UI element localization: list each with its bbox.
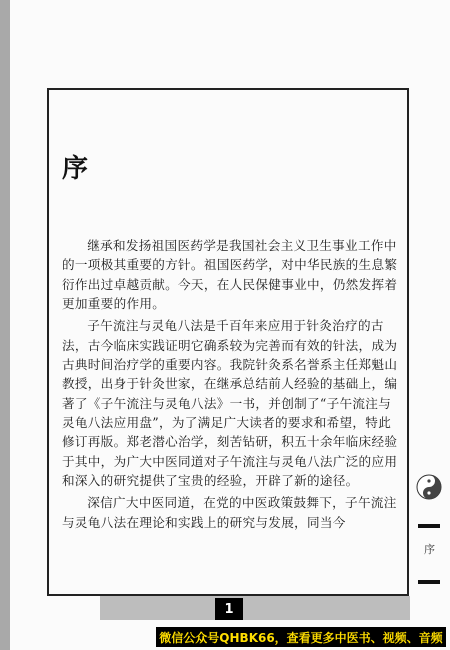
page-number: 1: [215, 598, 243, 620]
viewer-scroll-strip: [0, 0, 10, 650]
paragraph-2: 子午流注与灵龟八法是千百年来应用于针灸治疗的古法，古今临床实践证明它确系较为完善而有效的针法，成为古典时间治疗学的重要内容。我院针灸系名誉系主任郑魁山教授，出身于针灸世家，在继承总结前人经验的基础上，编著了《子午流注与灵龟八法》一书，并创制了“子午流注与灵龟八法应用盘”，为了满足广大读者的要求和希望，特此修订再版。郑老潜心治学，刻苦钻研，积五十余年临床经验于其中，为广大中医同道对子午流注与灵龟八法广泛的应用和深入的研究提供了宝贵的经验，开辟了新的途径。: [62, 318, 398, 489]
side-tab-bar-top: [418, 524, 440, 528]
paragraph-1: 继承和发扬祖国医药学是我国社会主义卫生事业工作中的一项极其重要的方针。祖国医药学，对中华民族的生息繁衍作出过卓越贡献。今天，在人民保健事业中，仍然发挥着更加重要的作用。: [62, 238, 398, 312]
paragraph-3: 深信广大中医同道，在党的中医政策鼓舞下，子午流注与灵龟八法在理论和实践上的研究与发展，同当今: [62, 495, 397, 530]
watermark-banner: 微信公众号QHBK66，查看更多中医书、视频、音频: [156, 627, 446, 647]
yin-yang-icon: [416, 474, 442, 500]
side-tab-label: 序: [424, 543, 435, 556]
section-body: [62, 236, 399, 532]
side-tab-bar-bottom: [418, 580, 440, 584]
footer-bar: [100, 596, 410, 620]
section-title: 序: [62, 154, 89, 184]
